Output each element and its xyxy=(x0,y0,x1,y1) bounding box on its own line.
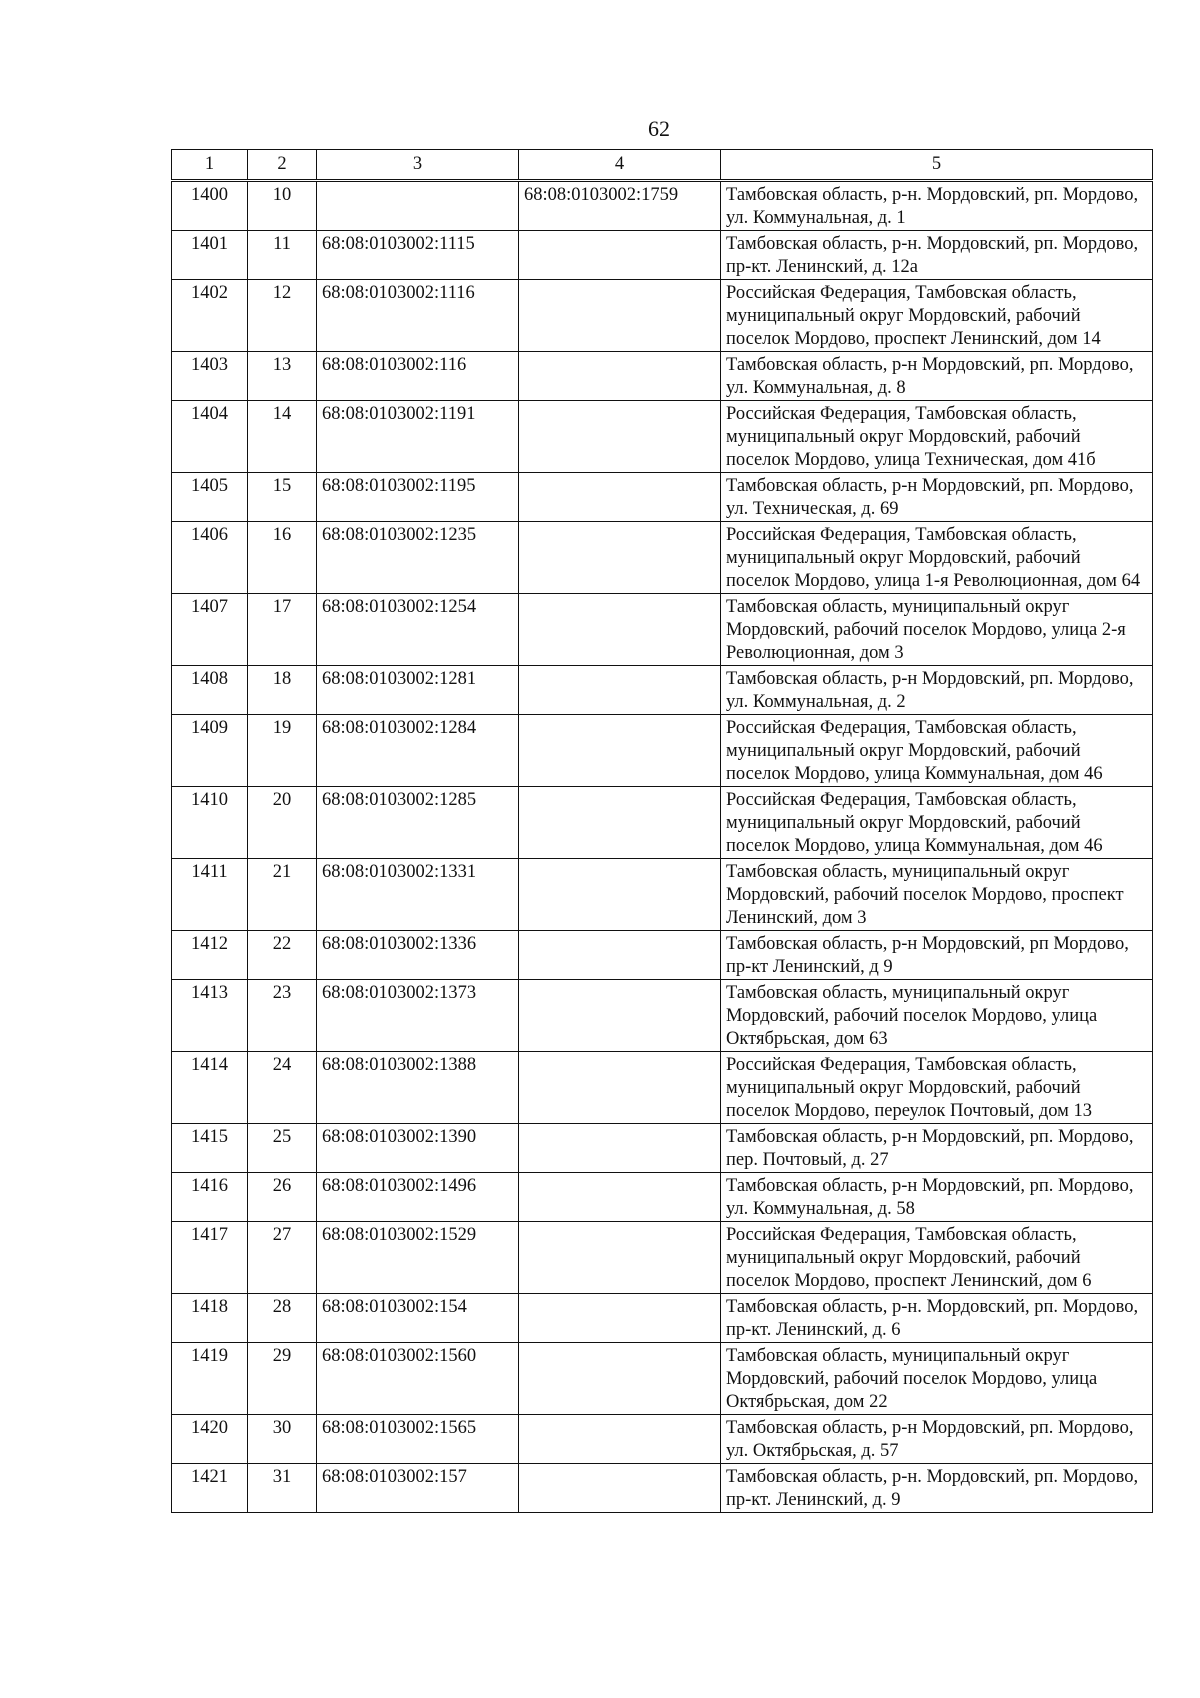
cadastral-number-cell: 68:08:0103002:1254 xyxy=(317,594,519,666)
row-number-cell: 1415 xyxy=(172,1124,248,1173)
index-cell: 29 xyxy=(248,1343,317,1415)
related-cadastral-number-cell xyxy=(519,1415,721,1464)
cadastral-number-cell: 68:08:0103002:1388 xyxy=(317,1052,519,1124)
table-row xyxy=(172,980,1153,1052)
index-cell: 20 xyxy=(248,787,317,859)
related-cadastral-number-cell xyxy=(519,352,721,401)
index-cell: 31 xyxy=(248,1464,317,1513)
related-cadastral-number-cell xyxy=(519,1343,721,1415)
index-cell: 19 xyxy=(248,715,317,787)
related-cadastral-number-cell xyxy=(519,473,721,522)
index-cell: 16 xyxy=(248,522,317,594)
table-row xyxy=(172,280,1153,352)
index-cell: 28 xyxy=(248,1294,317,1343)
address-cell: Тамбовская область, р-н Мордовский, рп. Мордово, ул. Октябрьская, д. 57 xyxy=(721,1415,1153,1464)
address-cell: Российская Федерация, Тамбовская область, муниципальный округ Мордовский, рабочий поселок Мордово, проспект Ленинский, дом 6 xyxy=(721,1222,1153,1294)
address-cell: Российская Федерация, Тамбовская область, муниципальный округ Мордовский, рабочий поселок Мордово, переулок Почтовый, дом 13 xyxy=(721,1052,1153,1124)
table-row xyxy=(172,231,1153,280)
row-number-cell: 1403 xyxy=(172,352,248,401)
header-row xyxy=(172,150,1153,181)
address-cell: Российская Федерация, Тамбовская область, муниципальный округ Мордовский, рабочий поселок Мордово, проспект Ленинский, дом 14 xyxy=(721,280,1153,352)
related-cadastral-number-cell xyxy=(519,1052,721,1124)
row-number-cell: 1407 xyxy=(172,594,248,666)
table-row xyxy=(172,1294,1153,1343)
related-cadastral-number-cell xyxy=(519,1464,721,1513)
index-cell: 24 xyxy=(248,1052,317,1124)
related-cadastral-number-cell xyxy=(519,1294,721,1343)
row-number-cell: 1414 xyxy=(172,1052,248,1124)
row-number-cell: 1421 xyxy=(172,1464,248,1513)
cadastral-number-cell: 68:08:0103002:1373 xyxy=(317,980,519,1052)
address-cell: Тамбовская область, муниципальный округ Мордовский, рабочий поселок Мордово, улица Октябрьская, дом 22 xyxy=(721,1343,1153,1415)
column-header-5: 5 xyxy=(721,150,1153,181)
table-row xyxy=(172,1343,1153,1415)
cadastral-number-cell: 68:08:0103002:1336 xyxy=(317,931,519,980)
related-cadastral-number-cell xyxy=(519,980,721,1052)
cadastral-number-cell: 68:08:0103002:1390 xyxy=(317,1124,519,1173)
index-cell: 10 xyxy=(248,181,317,231)
table-body xyxy=(172,181,1153,1513)
table-row xyxy=(172,715,1153,787)
row-number-cell: 1411 xyxy=(172,859,248,931)
row-number-cell: 1413 xyxy=(172,980,248,1052)
cadastral-number-cell: 68:08:0103002:1191 xyxy=(317,401,519,473)
cadastral-number-cell: 68:08:0103002:1565 xyxy=(317,1415,519,1464)
related-cadastral-number-cell xyxy=(519,1222,721,1294)
row-number-cell: 1400 xyxy=(172,181,248,231)
address-cell: Российская Федерация, Тамбовская область, муниципальный округ Мордовский, рабочий поселок Мордово, улица Техническая, дом 41б xyxy=(721,401,1153,473)
cadastral-number-cell: 68:08:0103002:1284 xyxy=(317,715,519,787)
row-number-cell: 1406 xyxy=(172,522,248,594)
related-cadastral-number-cell xyxy=(519,594,721,666)
address-cell: Российская Федерация, Тамбовская область, муниципальный округ Мордовский, рабочий поселок Мордово, улица Коммунальная, дом 46 xyxy=(721,715,1153,787)
row-number-cell: 1405 xyxy=(172,473,248,522)
address-cell: Тамбовская область, р-н Мордовский, рп. Мордово, ул. Коммунальная, д. 58 xyxy=(721,1173,1153,1222)
address-cell: Тамбовская область, р-н Мордовский, рп. Мордово, ул. Коммунальная, д. 8 xyxy=(721,352,1153,401)
address-cell: Тамбовская область, муниципальный округ Мордовский, рабочий поселок Мордово, улица 2-я Революционная, дом 3 xyxy=(721,594,1153,666)
index-cell: 25 xyxy=(248,1124,317,1173)
related-cadastral-number-cell xyxy=(519,787,721,859)
address-cell: Тамбовская область, р-н Мордовский, рп Мордово, пр-кт Ленинский, д 9 xyxy=(721,931,1153,980)
row-number-cell: 1410 xyxy=(172,787,248,859)
table-row xyxy=(172,594,1153,666)
table-row xyxy=(172,1173,1153,1222)
column-header-1: 1 xyxy=(172,150,248,181)
related-cadastral-number-cell xyxy=(519,931,721,980)
related-cadastral-number-cell xyxy=(519,522,721,594)
related-cadastral-number-cell xyxy=(519,1173,721,1222)
cadastral-number-cell: 68:08:0103002:1529 xyxy=(317,1222,519,1294)
column-header-3: 3 xyxy=(317,150,519,181)
registry-table xyxy=(171,149,1153,1513)
index-cell: 26 xyxy=(248,1173,317,1222)
index-cell: 22 xyxy=(248,931,317,980)
related-cadastral-number-cell xyxy=(519,715,721,787)
table-row xyxy=(172,787,1153,859)
cadastral-number-cell: 68:08:0103002:1560 xyxy=(317,1343,519,1415)
index-cell: 30 xyxy=(248,1415,317,1464)
table-row xyxy=(172,401,1153,473)
table-row xyxy=(172,473,1153,522)
table-row xyxy=(172,1222,1153,1294)
related-cadastral-number-cell xyxy=(519,231,721,280)
related-cadastral-number-cell xyxy=(519,280,721,352)
address-cell: Тамбовская область, р-н. Мордовский, рп. Мордово, пр-кт. Ленинский, д. 9 xyxy=(721,1464,1153,1513)
table-row xyxy=(172,1124,1153,1173)
related-cadastral-number-cell xyxy=(519,666,721,715)
cadastral-number-cell: 68:08:0103002:1116 xyxy=(317,280,519,352)
row-number-cell: 1412 xyxy=(172,931,248,980)
address-cell: Тамбовская область, р-н Мордовский, рп. Мордово, пер. Почтовый, д. 27 xyxy=(721,1124,1153,1173)
cadastral-number-cell: 68:08:0103002:1496 xyxy=(317,1173,519,1222)
row-number-cell: 1408 xyxy=(172,666,248,715)
row-number-cell: 1402 xyxy=(172,280,248,352)
address-cell: Тамбовская область, р-н. Мордовский, рп. Мордово, пр-кт. Ленинский, д. 12а xyxy=(721,231,1153,280)
index-cell: 27 xyxy=(248,1222,317,1294)
index-cell: 11 xyxy=(248,231,317,280)
row-number-cell: 1417 xyxy=(172,1222,248,1294)
index-cell: 15 xyxy=(248,473,317,522)
address-cell: Тамбовская область, муниципальный округ Мордовский, рабочий поселок Мордово, проспект Ленинский, дом 3 xyxy=(721,859,1153,931)
cadastral-number-cell: 68:08:0103002:1331 xyxy=(317,859,519,931)
index-cell: 21 xyxy=(248,859,317,931)
cadastral-number-cell: 68:08:0103002:1285 xyxy=(317,787,519,859)
table-row xyxy=(172,352,1153,401)
page-number: 62 xyxy=(648,116,670,141)
address-cell: Тамбовская область, р-н Мордовский, рп. Мордово, ул. Техническая, д. 69 xyxy=(721,473,1153,522)
address-cell: Российская Федерация, Тамбовская область, муниципальный округ Мордовский, рабочий поселок Мордово, улица Коммунальная, дом 46 xyxy=(721,787,1153,859)
cadastral-number-cell: 68:08:0103002:1195 xyxy=(317,473,519,522)
related-cadastral-number-cell: 68:08:0103002:1759 xyxy=(519,181,721,231)
table-row xyxy=(172,859,1153,931)
column-header-4: 4 xyxy=(519,150,721,181)
row-number-cell: 1416 xyxy=(172,1173,248,1222)
cadastral-number-cell: 68:08:0103002:154 xyxy=(317,1294,519,1343)
cadastral-number-cell xyxy=(317,181,519,231)
table-row xyxy=(172,181,1153,231)
row-number-cell: 1404 xyxy=(172,401,248,473)
address-cell: Тамбовская область, муниципальный округ Мордовский, рабочий поселок Мордово, улица Октябрьская, дом 63 xyxy=(721,980,1153,1052)
related-cadastral-number-cell xyxy=(519,1124,721,1173)
table-row xyxy=(172,522,1153,594)
related-cadastral-number-cell xyxy=(519,859,721,931)
index-cell: 12 xyxy=(248,280,317,352)
index-cell: 14 xyxy=(248,401,317,473)
cadastral-number-cell: 68:08:0103002:1281 xyxy=(317,666,519,715)
table-row xyxy=(172,1052,1153,1124)
row-number-cell: 1420 xyxy=(172,1415,248,1464)
address-cell: Тамбовская область, р-н. Мордовский, рп. Мордово, пр-кт. Ленинский, д. 6 xyxy=(721,1294,1153,1343)
index-cell: 23 xyxy=(248,980,317,1052)
table-row xyxy=(172,666,1153,715)
table-row xyxy=(172,931,1153,980)
row-number-cell: 1419 xyxy=(172,1343,248,1415)
table-row xyxy=(172,1464,1153,1513)
index-cell: 18 xyxy=(248,666,317,715)
index-cell: 17 xyxy=(248,594,317,666)
index-cell: 13 xyxy=(248,352,317,401)
related-cadastral-number-cell xyxy=(519,401,721,473)
cadastral-number-cell: 68:08:0103002:116 xyxy=(317,352,519,401)
address-cell: Тамбовская область, р-н. Мордовский, рп. Мордово, ул. Коммунальная, д. 1 xyxy=(721,181,1153,231)
table-row xyxy=(172,1415,1153,1464)
address-cell: Тамбовская область, р-н Мордовский, рп. Мордово, ул. Коммунальная, д. 2 xyxy=(721,666,1153,715)
row-number-cell: 1401 xyxy=(172,231,248,280)
column-header-2: 2 xyxy=(248,150,317,181)
cadastral-number-cell: 68:08:0103002:157 xyxy=(317,1464,519,1513)
address-cell: Российская Федерация, Тамбовская область, муниципальный округ Мордовский, рабочий поселок Мордово, улица 1-я Революционная, дом 64 xyxy=(721,522,1153,594)
cadastral-number-cell: 68:08:0103002:1115 xyxy=(317,231,519,280)
cadastral-number-cell: 68:08:0103002:1235 xyxy=(317,522,519,594)
row-number-cell: 1418 xyxy=(172,1294,248,1343)
row-number-cell: 1409 xyxy=(172,715,248,787)
